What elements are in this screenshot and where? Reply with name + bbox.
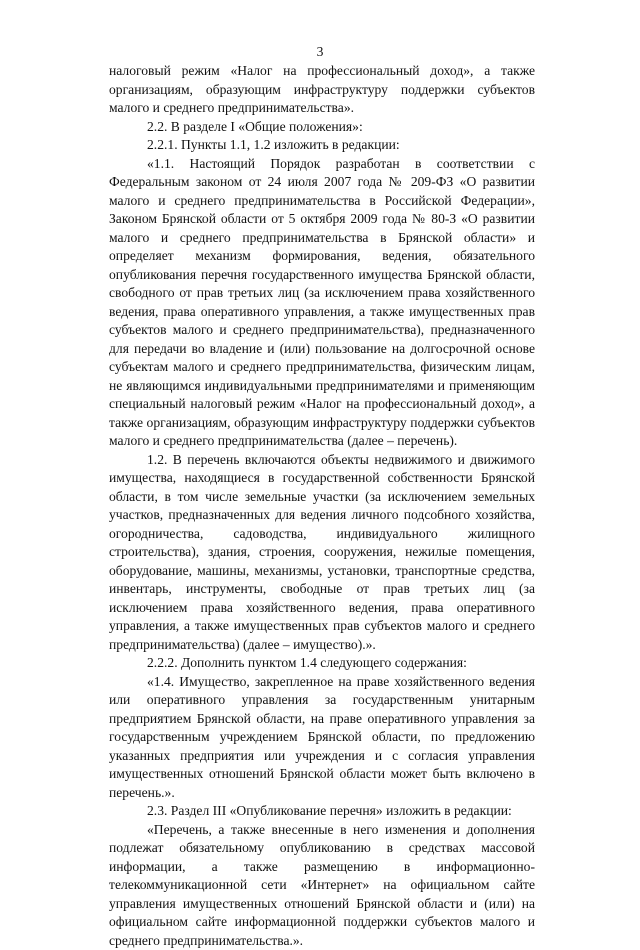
paragraph-clause-1-1: «1.1. Настоящий Порядок разработан в соответствии с Федеральным законом от 24 июля 2007 года № 209-ФЗ «О развитии малого и среднего предпринимательства в Российской Федерации», Законом Брянской области от 5 октября 2009 года № 80-З «О развитии малого и среднего предпринимательства в Брянской области» и определяет механизм формирования, ведения, обязательного опубликования перечня государственного имущества Брянской области, свободного от прав третьих лиц (за исключением права хозяйственного ведения, права оперативного управления, а также имущественных прав субъектов малого и среднего предпринимательства), предназначенного для передачи во владение и (или) пользование на долгосрочной основе субъектам малого и среднего предпринимательства, физическим лицам, не являющимся индивидуальными предпринимателями и применяющим специальный налоговый режим «Налог на профессиональный доход», а также организациям, образующим инфраструктуру поддержки субъектов малого и среднего предпринимательства (далее – перечень). [109,155,535,451]
paragraph-clause-1-4: «1.4. Имущество, закрепленное на праве хозяйственного ведения или оперативного управления за государственным унитарным предприятием Брянской области, на праве оперативного управления за государственным учреждением Брянской области, по предложению указанных предприятия или учреждения и с согласия управления имущественных отношений Брянской области может быть включено в перечень.». [109,673,535,803]
paragraph-section-3-text: «Перечень, а также внесенные в него изменения и дополнения подлежат обязательному опубликованию в средствах массовой информации, а также размещению в информационно-телекоммуникационной сети «Интернет» на официальном сайте управления имущественных отношений Брянской области и (или) на официальном сайте информационной поддержки субъектов малого и среднего предпринимательства.». [109,821,535,950]
paragraph-2-3-heading: 2.3. Раздел III «Опубликование перечня» изложить в редакции: [109,802,535,821]
paragraph-2-2-1-heading: 2.2.1. Пункты 1.1, 1.2 изложить в редакции: [109,136,535,155]
document-body [109,62,535,950]
page-number: 3 [0,43,640,62]
paragraph-clause-1-2: 1.2. В перечень включаются объекты недвижимого и движимого имущества, находящиеся в государственной собственности Брянской области, в том числе земельные участки (за исключением земельных участков, предназначенных для ведения личного подсобного хозяйства, огородничества, садоводства, индивидуального жилищного строительства), здания, строения, сооружения, нежилые помещения, оборудование, машины, механизмы, установки, транспортные средства, инвентарь, инструменты, свободные от прав третьих лиц (за исключением права хозяйственного ведения, права оперативного управления, а также имущественных прав субъектов малого и среднего предпринимательства) (далее – имущество).». [109,451,535,655]
paragraph-continuation: налоговый режим «Налог на профессиональный доход», а также организациям, образующим инфраструктуру поддержки субъектов малого и среднего предпринимательства». [109,62,535,118]
paragraph-2-2-2-heading: 2.2.2. Дополнить пунктом 1.4 следующего содержания: [109,654,535,673]
paragraph-2-2-heading: 2.2. В разделе I «Общие положения»: [109,118,535,137]
